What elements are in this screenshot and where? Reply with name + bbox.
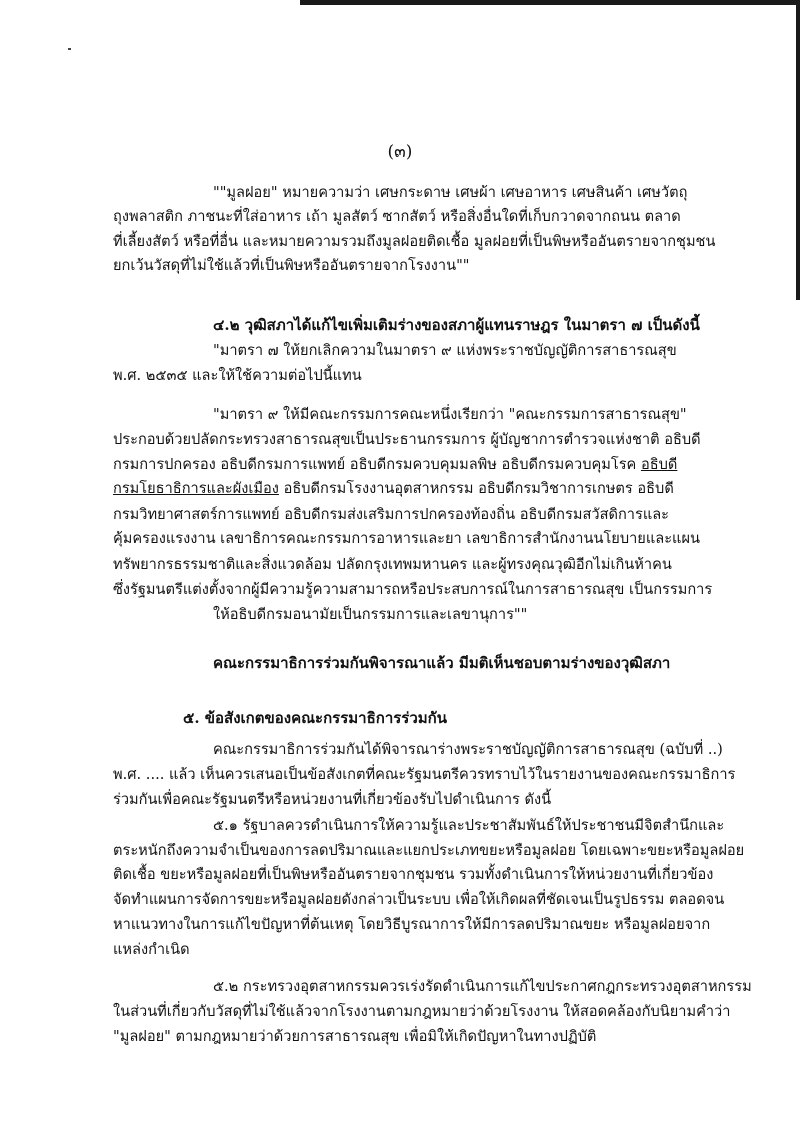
text-line: ให้อธิบดีกรมอนามัยเป็นกรรมการและเลขานุการ"" xyxy=(213,606,528,623)
text-line: ๕.๑ รัฐบาลควรดำเนินการให้ความรู้และประชาสัมพันธ์ให้ประชาชนมีจิตสำนึกและ xyxy=(213,817,725,834)
committee-resolution: คณะกรรมาธิการร่วมกันพิจารณาแล้ว มีมติเห็นชอบตามร่างของวุฒิสภา xyxy=(213,654,671,672)
text-line: คณะกรรมาธิการร่วมกันได้พิจารณาร่างพระราชบัญญัติการสาธารณสุข (ฉบับที่ ..) xyxy=(213,741,723,758)
scan-speck xyxy=(68,48,71,50)
text-line: ในส่วนที่เกี่ยวกับวัสดุที่ไม่ใช้แล้วจากโรงงานตามกฎหมายว่าด้วยโรงงาน ให้สอดคล้องกับนิยามคำว่า xyxy=(113,1003,731,1020)
text-line: กรมวิทยาศาสตร์การแพทย์ อธิบดีกรมส่งเสริมการปกครองท้องถิ่น อธิบดีกรมสวัสดิการและ xyxy=(113,506,670,523)
text-line: ร่วมกันเพื่อคณะรัฐมนตรีหรือหน่วยงานที่เกี่ยวข้องรับไปดำเนินการ ดังนี้ xyxy=(113,791,552,808)
text-line: ๕.๒ กระทรวงอุตสาหกรรมควรเร่งรัดดำเนินการแก้ไขประกาศกฎกระทรวงอุตสาหกรรม xyxy=(213,978,752,995)
underlined-text: อธิบดี xyxy=(640,456,678,473)
text-line: ที่เลี้ยงสัตว์ หรือที่อื่น และหมายความรวมถึงมูลฝอยติดเชื้อ มูลฝอยที่เป็นพิษหรืออันตรายจากชุมชน xyxy=(113,233,716,250)
text-line: ซึ่งรัฐมนตรีแต่งตั้งจากผู้มีความรู้ความสามารถหรือประสบการณ์ในการสาธารณสุข เป็นกรรมการ xyxy=(113,581,713,598)
section-heading-5: ๕. ข้อสังเกตของคณะกรรมาธิการร่วมกัน xyxy=(183,709,448,727)
text-line: ถุงพลาสติก ภาชนะที่ใส่อาหาร เถ้า มูลสัตว์ ซากสัตว์ หรือสิ่งอื่นใดที่เก็บกวาดจากถนน ตลาด xyxy=(113,208,681,225)
text-line: "มูลฝอย" ตามกฎหมายว่าด้วยการสาธารณสุข เพื่อมิให้เกิดปัญหาในทางปฏิบัติ xyxy=(113,1028,597,1045)
section-heading-4-2: ๔.๒ วุฒิสภาได้แก้ไขเพิ่มเติมร่างของสภาผู้แทนราษฎร ในมาตรา ๗ เป็นดังนี้ xyxy=(213,316,700,334)
scan-edge-top xyxy=(300,0,800,5)
text-segment: อธิบดีกรมโรงงานอุตสาหกรรม อธิบดีกรมวิชาการเกษตร อธิบดี xyxy=(278,480,674,497)
text-line: จัดทำแผนการจัดการขยะหรือมูลฝอยดังกล่าวเป็นระบบ เพื่อให้เกิดผลที่ชัดเจนเป็นรูปธรรม ตลอดจน xyxy=(113,891,725,908)
underlined-text: กรมโยธาธิการและผังเมือง xyxy=(113,480,279,497)
text-line: ""มูลฝอย" หมายความว่า เศษกระดาษ เศษผ้า เศษอาหาร เศษสินค้า เศษวัตถุ xyxy=(213,184,688,201)
text-line: คุ้มครองแรงงาน เลขาธิการคณะกรรมการอาหารและยา เลขาธิการสำนักงานนโยบายและแผน xyxy=(113,530,700,547)
text-line: ติดเชื้อ ขยะหรือมูลฝอยที่เป็นพิษหรืออันตรายจากชุมชน รวมทั้งดำเนินการให้หน่วยงานที่เกี่ยวข้อง xyxy=(113,866,714,883)
text-line: แหล่งกำเนิด xyxy=(113,941,190,958)
text-line: ทรัพยากรธรรมชาติและสิ่งแวดล้อม ปลัดกรุงเทพมหานคร และผู้ทรงคุณวุฒิอีกไม่เกินห้าคน xyxy=(113,556,672,573)
text-line xyxy=(113,455,677,475)
text-line: ตระหนักถึงความจำเป็นของการลดปริมาณและแยกประเภทขยะหรือมูลฝอย โดยเฉพาะขยะหรือมูลฝอย xyxy=(113,842,745,859)
text-line: ประกอบด้วยปลัดกระทรวงสาธารณสุขเป็นประธานกรรมการ ผู้บัญชาการตำรวจแห่งชาติ อธิบดี xyxy=(113,431,701,448)
text-line: พ.ศ. ๒๕๓๕ และให้ใช้ความต่อไปนี้แทน xyxy=(113,367,362,384)
page-number: (๓) xyxy=(387,142,413,162)
text-line: พ.ศ. .... แล้ว เห็นควรเสนอเป็นข้อสังเกตที่คณะรัฐมนตรีควรทราบไว้ในรายงานของคณะกรรมาธิการ xyxy=(113,766,736,783)
text-line: ยกเว้นวัสดุที่ไม่ใช้แล้วที่เป็นพิษหรืออันตรายจากโรงงาน"" xyxy=(113,257,470,274)
text-line: "มาตรา ๙ ให้มีคณะกรรมการคณะหนึ่งเรียกว่า "คณะกรรมการสาธารณสุข" xyxy=(213,406,687,423)
text-line: หาแนวทางในการแก้ไขปัญหาที่ต้นเหตุ โดยวิธีบูรณาการให้มีการลดปริมาณขยะ หรือมูลฝอยจาก xyxy=(113,916,711,933)
text-line xyxy=(113,479,674,499)
text-segment: กรมการปกครอง อธิบดีกรมการแพทย์ อธิบดีกรมควบคุมมลพิษ อธิบดีกรมควบคุมโรค xyxy=(113,456,637,473)
text-line: "มาตรา ๗ ให้ยกเลิกความในมาตรา ๙ แห่งพระราชบัญญัติการสาธารณสุข xyxy=(213,342,677,359)
